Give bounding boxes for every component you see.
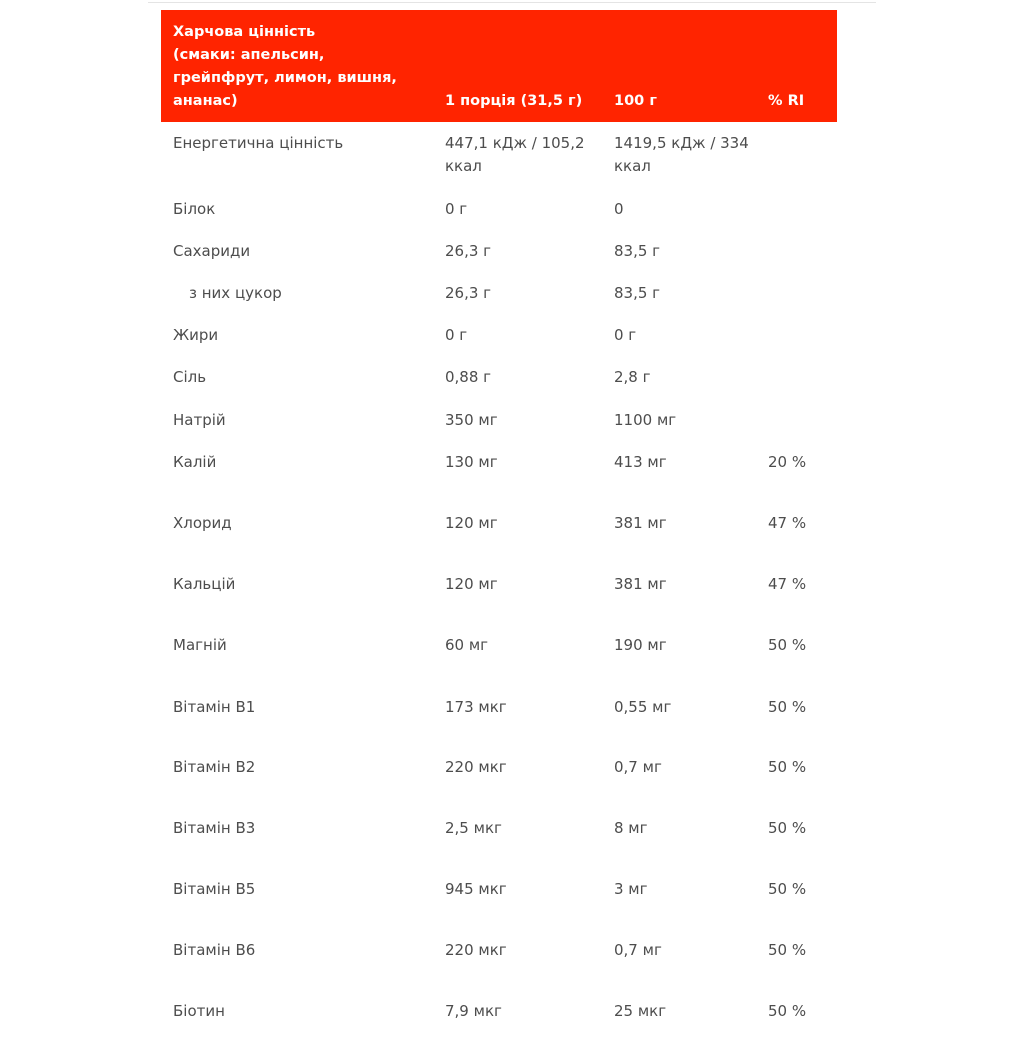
nutrient-name: Вітамін В5 bbox=[173, 880, 256, 898]
per-100g-value bbox=[614, 198, 764, 221]
nutrient-name: Вітамін В1 bbox=[173, 698, 256, 716]
ri-percent: 47 % bbox=[768, 514, 807, 532]
nutrient-name: Біотин bbox=[173, 1002, 225, 1020]
per-100g-value-line: 0,55 мг bbox=[614, 698, 672, 716]
per-100g-value bbox=[614, 939, 764, 962]
nutrient-name: Білок bbox=[173, 200, 216, 218]
header-col-100g: 100 г bbox=[614, 93, 657, 109]
serving-value-line: 0 г bbox=[445, 200, 468, 218]
nutrition-table bbox=[161, 10, 837, 1050]
top-divider bbox=[148, 2, 876, 3]
nutrient-name: Вітамін В3 bbox=[173, 819, 256, 837]
per-100g-value bbox=[614, 282, 764, 305]
serving-value-line: 945 мкг bbox=[445, 880, 507, 898]
ri-percent: 50 % bbox=[768, 1002, 807, 1020]
table-row bbox=[161, 624, 837, 686]
per-100g-value-line: 1419,5 кДж / 334 bbox=[614, 134, 749, 152]
serving-value-line: 26,3 г bbox=[445, 284, 492, 302]
serving-value-line: 60 мг bbox=[445, 636, 489, 654]
per-100g-value bbox=[614, 240, 764, 263]
per-100g-value-line: 1100 мг bbox=[614, 411, 677, 429]
per-100g-value bbox=[614, 324, 764, 347]
per-100g-value-line: 8 мг bbox=[614, 819, 648, 837]
header-title-line: ананас) bbox=[173, 93, 238, 109]
nutrient-name: Вітамін В2 bbox=[173, 758, 256, 776]
serving-value bbox=[445, 132, 595, 178]
table-row bbox=[161, 122, 837, 188]
table-header bbox=[161, 10, 837, 122]
per-100g-value bbox=[614, 132, 764, 178]
table-row bbox=[161, 686, 837, 746]
serving-value bbox=[445, 366, 595, 389]
table-row bbox=[161, 441, 837, 502]
table-row bbox=[161, 990, 837, 1050]
table-row bbox=[161, 356, 837, 399]
serving-value-line: ккал bbox=[445, 157, 482, 175]
serving-value-line: 120 мг bbox=[445, 575, 498, 593]
per-100g-value bbox=[614, 756, 764, 779]
per-100g-value-line: 0,7 мг bbox=[614, 941, 662, 959]
table-body bbox=[161, 122, 837, 1050]
header-title-line: грейпфрут, лимон, вишня, bbox=[173, 70, 397, 86]
serving-value bbox=[445, 756, 595, 779]
table-row bbox=[161, 746, 837, 807]
nutrient-name: Магній bbox=[173, 636, 227, 654]
header-col-ri: % RI bbox=[768, 93, 805, 109]
per-100g-value bbox=[614, 696, 764, 719]
serving-value-line: 7,9 мкг bbox=[445, 1002, 502, 1020]
nutrient-name: Сахариди bbox=[173, 242, 251, 260]
nutrient-name: Сіль bbox=[173, 368, 207, 386]
serving-value-line: 447,1 кДж / 105,2 bbox=[445, 134, 585, 152]
serving-value-line: 120 мг bbox=[445, 514, 498, 532]
serving-value-line: 220 мкг bbox=[445, 758, 507, 776]
nutrient-name: Хлорид bbox=[173, 514, 232, 532]
per-100g-value bbox=[614, 512, 764, 535]
per-100g-value-line: 381 мг bbox=[614, 514, 667, 532]
serving-value-line: 0 г bbox=[445, 326, 468, 344]
serving-value bbox=[445, 817, 595, 840]
ri-percent: 50 % bbox=[768, 941, 807, 959]
per-100g-value-line: 3 мг bbox=[614, 880, 648, 898]
per-100g-value bbox=[614, 451, 764, 474]
table-row bbox=[161, 563, 837, 624]
table-row bbox=[161, 314, 837, 356]
per-100g-value bbox=[614, 634, 764, 657]
table-row bbox=[161, 399, 837, 441]
per-100g-value bbox=[614, 409, 764, 432]
per-100g-value bbox=[614, 1000, 764, 1023]
ri-percent: 47 % bbox=[768, 575, 807, 593]
ri-percent: 20 % bbox=[768, 453, 807, 471]
nutrient-name: Натрій bbox=[173, 411, 226, 429]
table-row bbox=[161, 230, 837, 272]
nutrient-name: з них цукор bbox=[189, 284, 282, 302]
nutrient-name: Кальцій bbox=[173, 575, 236, 593]
ri-percent: 50 % bbox=[768, 636, 807, 654]
serving-value-line: 2,5 мкг bbox=[445, 819, 502, 837]
header-title-line: Харчова цінність bbox=[173, 24, 316, 40]
table-row bbox=[161, 272, 837, 314]
serving-value-line: 350 мг bbox=[445, 411, 498, 429]
per-100g-value-line: 2,8 г bbox=[614, 368, 651, 386]
header-title-line: (смаки: апельсин, bbox=[173, 47, 325, 63]
per-100g-value-line: 190 мг bbox=[614, 636, 667, 654]
table-row bbox=[161, 868, 837, 929]
serving-value bbox=[445, 573, 595, 596]
serving-value-line: 26,3 г bbox=[445, 242, 492, 260]
per-100g-value bbox=[614, 817, 764, 840]
ri-percent: 50 % bbox=[768, 819, 807, 837]
serving-value bbox=[445, 451, 595, 474]
per-100g-value-line: 381 мг bbox=[614, 575, 667, 593]
serving-value bbox=[445, 634, 595, 657]
nutrient-name: Жири bbox=[173, 326, 219, 344]
per-100g-value-line: 83,5 г bbox=[614, 242, 661, 260]
nutrient-name: Калій bbox=[173, 453, 217, 471]
per-100g-value-line: 0 bbox=[614, 200, 624, 218]
ri-percent: 50 % bbox=[768, 758, 807, 776]
serving-value-line: 0,88 г bbox=[445, 368, 492, 386]
table-row bbox=[161, 807, 837, 868]
per-100g-value bbox=[614, 366, 764, 389]
serving-value bbox=[445, 240, 595, 263]
serving-value bbox=[445, 198, 595, 221]
serving-value bbox=[445, 512, 595, 535]
per-100g-value-line: 25 мкг bbox=[614, 1002, 667, 1020]
ri-percent: 50 % bbox=[768, 698, 807, 716]
serving-value-line: 173 мкг bbox=[445, 698, 507, 716]
serving-value-line: 220 мкг bbox=[445, 941, 507, 959]
nutrient-name: Енергетична цінність bbox=[173, 134, 344, 152]
per-100g-value-line: 413 мг bbox=[614, 453, 667, 471]
serving-value bbox=[445, 939, 595, 962]
serving-value bbox=[445, 324, 595, 347]
ri-percent: 50 % bbox=[768, 880, 807, 898]
serving-value bbox=[445, 1000, 595, 1023]
serving-value bbox=[445, 696, 595, 719]
serving-value bbox=[445, 409, 595, 432]
per-100g-value bbox=[614, 878, 764, 901]
per-100g-value-line: 0 г bbox=[614, 326, 637, 344]
serving-value bbox=[445, 878, 595, 901]
per-100g-value-line: 83,5 г bbox=[614, 284, 661, 302]
table-row bbox=[161, 188, 837, 230]
header-col-serving: 1 порція (31,5 г) bbox=[445, 93, 583, 109]
per-100g-value-line: 0,7 мг bbox=[614, 758, 662, 776]
table-row bbox=[161, 502, 837, 563]
per-100g-value bbox=[614, 573, 764, 596]
per-100g-value-line: ккал bbox=[614, 157, 651, 175]
serving-value bbox=[445, 282, 595, 305]
serving-value-line: 130 мг bbox=[445, 453, 498, 471]
table-row bbox=[161, 929, 837, 990]
header-title bbox=[173, 21, 433, 113]
nutrient-name: Вітамін В6 bbox=[173, 941, 256, 959]
